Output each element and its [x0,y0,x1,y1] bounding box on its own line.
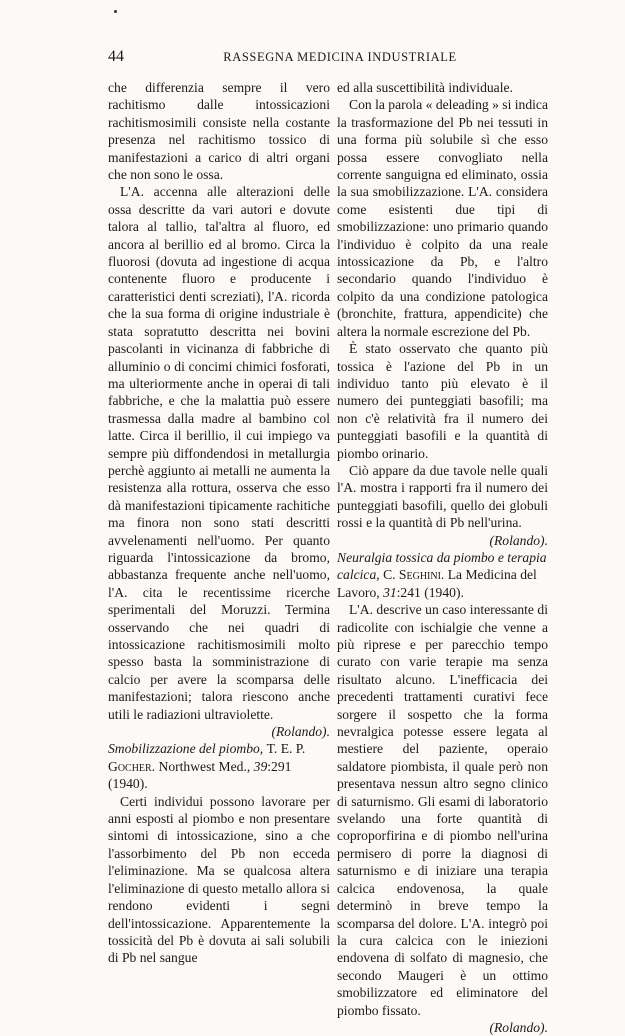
page-number: 44 [108,48,124,65]
abstract-volume: 39 [253,758,268,774]
paragraph: L'A. accenna alle alterazioni delle ossa descritte da vari autori e dovute talora al tallio, tal'altra al fluoro, ed ancora al berillio ed al bromo. Circa la fluorosi (dovuta ad ingestione di acqua contenente fluoro e producente i caratteristici denti screziati), l'A. ricorda che la sua forma di origine industriale è stata sopratutto descritta nei bovini pascolanti in vicinanza di fabbriche di alluminio o di concimi chimici fosforati, ma ulteriormente anche in operai di tali fabbriche, e che la malattia può essere trasmessa dalla madre al bambino col latte. Circa il berillio, il cui impiego va sempre più diffondendosi in metallurgia perchè aggiunto ai metalli ne aumenta la resistenza alla rottura, osserva che esso dà manifestazioni tipicamente rachitiche ma finora non sono stati descritti avvelenamenti nell'uomo. Per quanto riguarda l'intossicazione da bromo, abbastanza frequente anche nell'uomo, l'A. cita le recentissime ricerche sperimentali del Moruzzi. Termina osservando che nei quadri di intossicazione rachitismosimili molto spesso basta la somministrazione di calcio per avere la scomparsa delle manifestazioni; talora riescono anche utili le radiazioni ultraviolette. [108,184,330,722]
signature: (Rolando). [489,1019,548,1035]
running-title: RASSEGNA MEDICINA INDUSTRIALE [223,50,457,64]
paragraph: L'A. descrive un caso interessante di radicolite con ischialgie che venne a più riprese e per parecchio tempo curato con varie terapie ma senza risultato alcuno. L'inefficacia dei precedenti trattamenti curativi fece sorgere il sospetto che la forma nevralgica potesse essere legata al mestiere del paziente, operaio saldatore piombista, il quale però non presentava nessun altro segno clinico di saturnismo. Gli esami di laboratorio svelando una forte quantità di coproporfirina e di piombo nell'urina permisero di porre la diagnosi di saturnismo e di iniziare una terapia calcica endovenosa, la quale determinò in breve tempo la scomparsa del dolore. L'A. integrò poi la cura calcica con le iniezioni endovena di solfato di magnesio, che secondo Maugeri è un ottimo smobilizzatore ed eliminatore del piombo fissato. [337,602,548,1018]
paragraph: ed alla suscettibilità individuale. [337,80,513,95]
abstract-year: (1940). [108,776,148,792]
paragraph: che differenzia sempre il vero rachitismo dalle intossicazioni rachitismosimili consiste nella costante presenza nel rachitismo tossico di manifestazioni a carico di altri organi che non sono le ossa. [108,80,330,183]
paragraph: È stato osservato che quanto più tossica è l'azione del Pb in un individuo tanto più elevato è il numero dei punteggiati basofili; ma non c'è relatività fra il numero dei punteggiati basofili e la quantità di piombo orinario. [337,341,548,461]
page-header [108,48,548,68]
speck-mark [114,10,117,13]
left-column [108,79,330,967]
right-column [337,79,548,1036]
abstract-year: (1940). [424,584,464,600]
abstract-title: Smobilizzazione del piombo, [108,741,264,757]
abstract-heading [337,549,548,601]
signature: (Rolando). [271,724,330,740]
abstract-authors: T. E. P. Gocher. [108,741,306,774]
abstract-heading [108,740,330,792]
abstract-pages: :241 [396,584,421,600]
paragraph: Con la parola « deleading » si indica la trasformazione del Pb nei tessuti in una forma più solubile sì che esso possa essere convogliato nella corrente sanguigna ed eliminato, ossia la sua smobilizzazione. L'A. considera come esistenti due tipi di smobilizzazione: uno primario quando l'individuo è colpito da una reale intossicazione da Pb, e l'altro secondario quando l'individuo è colpito da una condizione patologica (bronchite, frattura, appendicite) che altera la normale escrezione del Pb. [337,97,548,339]
paragraph: Ciò appare da due tavole nelle quali l'A. mostra i rapporti fra il numero dei punteggiati basofili, quello dei globuli rossi e la quantità di Pb nell'urina. [337,462,548,531]
abstract-journal: La Medicina del Lavoro, [337,567,537,600]
abstract-journal: Northwest Med., [158,758,251,774]
abstract-title: Neuralgia tossica da piombo e terapia calcica, [337,549,547,583]
signature: (Rolando). [489,532,548,548]
abstract-authors: C. Seghini. [383,567,445,583]
abstract-volume: 31 [383,584,397,600]
abstract-pages: :291 [267,758,292,774]
paragraph: Certi individui possono lavorare per anni esposti al piombo e non presentare sintomi di intossicazione, sino a che l'assorbimento del Pb non ecceda l'eliminazione. Ma se qualcosa altera l'eliminazione di questo metallo allora si rendono evidenti i segni dell'intossicazione. Apparentemente la tossicità del Pb è dovuta ai sali solubili di Pb nel sangue [108,793,330,966]
